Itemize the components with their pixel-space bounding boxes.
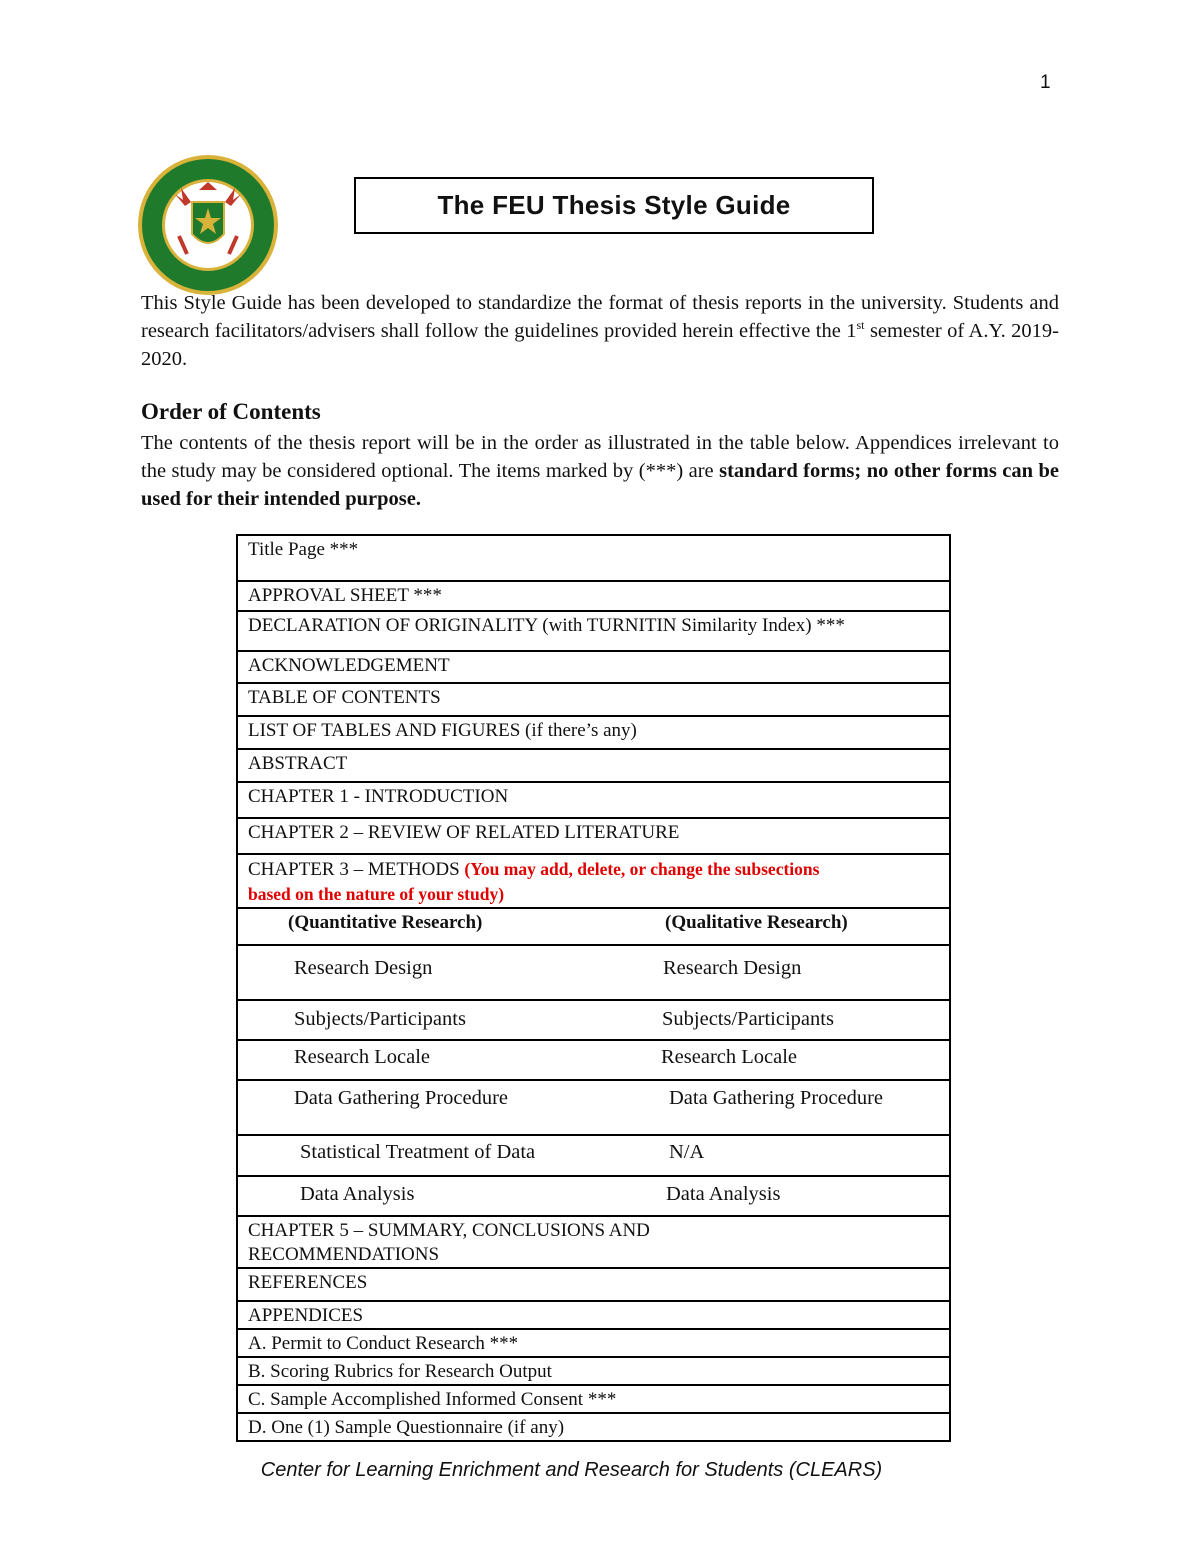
quant-data-gathering: Data Gathering Procedure	[294, 1087, 509, 1109]
contents-table	[236, 534, 951, 1442]
quant-subjects: Subjects/Participants	[294, 1008, 466, 1030]
university-seal-icon	[137, 154, 279, 296]
qual-data-gathering: Data Gathering Procedure	[669, 1087, 884, 1109]
qual-data-analysis: Data Analysis	[666, 1183, 781, 1205]
methods-row	[237, 1176, 950, 1216]
document-title: The FEU Thesis Style Guide	[354, 177, 874, 234]
toc-title-page: Title Page ***	[237, 535, 950, 581]
qual-na: N/A	[669, 1141, 705, 1163]
chapter-5-line-1: CHAPTER 5 – SUMMARY, CONCLUSIONS AND	[248, 1220, 650, 1241]
order-paragraph-bold: standard forms; no other forms can be used for their intended purpose.	[141, 460, 1059, 510]
methods-header-row	[237, 908, 950, 945]
methods-row	[237, 1135, 950, 1176]
quant-research-design: Research Design	[294, 957, 433, 979]
toc-acknowledgement: ACKNOWLEDGEMENT	[237, 651, 950, 683]
toc-appendix-b: B. Scoring Rubrics for Research Output	[237, 1357, 950, 1385]
toc-declaration: DECLARATION OF ORIGINALITY (with TURNITIN Similarity Index) ***	[237, 611, 950, 651]
qualitative-header: (Qualitative Research)	[665, 912, 848, 933]
toc-list-of-tables: LIST OF TABLES AND FIGURES (if there’s any)	[237, 716, 950, 749]
methods-row	[237, 1000, 950, 1040]
intro-text-1: This Style Guide has been developed to standardize the format of thesis reports in the university. Students and research facilitators/advisers shall follow the guidelines provided herein effective the 1	[141, 292, 1059, 342]
quant-research-locale: Research Locale	[294, 1046, 431, 1068]
methods-row	[237, 1040, 950, 1080]
toc-appendix-d: D. One (1) Sample Questionnaire (if any)	[237, 1413, 950, 1441]
intro-paragraph	[141, 289, 1059, 373]
toc-references: REFERENCES	[237, 1268, 950, 1301]
order-paragraph	[141, 429, 1059, 513]
toc-appendices: APPENDICES	[237, 1301, 950, 1329]
quant-data-analysis: Data Analysis	[300, 1183, 415, 1205]
toc-appendix-c: C. Sample Accomplished Informed Consent ***	[237, 1385, 950, 1413]
qual-research-design: Research Design	[663, 957, 802, 979]
toc-table-of-contents: TABLE OF CONTENTS	[237, 683, 950, 716]
toc-chapter-3	[237, 854, 950, 908]
quantitative-header: (Quantitative Research)	[288, 912, 483, 933]
intro-superscript: st	[856, 318, 865, 333]
chapter-3-note-continued: based on the nature of your study)	[248, 884, 505, 904]
toc-abstract: ABSTRACT	[237, 749, 950, 782]
page-number: 1	[1040, 72, 1051, 93]
toc-chapter-1: CHAPTER 1 - INTRODUCTION	[237, 782, 950, 818]
qual-subjects: Subjects/Participants	[662, 1008, 834, 1030]
chapter-3-note: (You may add, delete, or change the subsections	[464, 859, 820, 879]
order-paragraph-text: The contents of the thesis report will be in the order as illustrated in the table below. Appendices irrelevant to the study may be considered optional. The items marked by (***) are	[141, 432, 1059, 482]
toc-appendix-a: A. Permit to Conduct Research ***	[237, 1329, 950, 1357]
chapter-5-line-2: RECOMMENDATIONS	[248, 1244, 440, 1265]
qual-research-locale: Research Locale	[661, 1046, 798, 1068]
methods-row	[237, 945, 950, 1000]
methods-row	[237, 1080, 950, 1135]
order-of-contents-heading: Order of Contents	[141, 399, 321, 424]
chapter-3-label: CHAPTER 3 – METHODS	[248, 859, 465, 880]
quant-statistical-treatment: Statistical Treatment of Data	[300, 1141, 536, 1163]
toc-approval-sheet: APPROVAL SHEET ***	[237, 581, 950, 611]
page-footer: Center for Learning Enrichment and Research for Students (CLEARS)	[260, 1459, 883, 1481]
toc-chapter-2: CHAPTER 2 – REVIEW OF RELATED LITERATURE	[237, 818, 950, 854]
intro-text-2: semester of A.Y. 2019-2020.	[141, 320, 1059, 370]
toc-chapter-5	[237, 1216, 950, 1268]
